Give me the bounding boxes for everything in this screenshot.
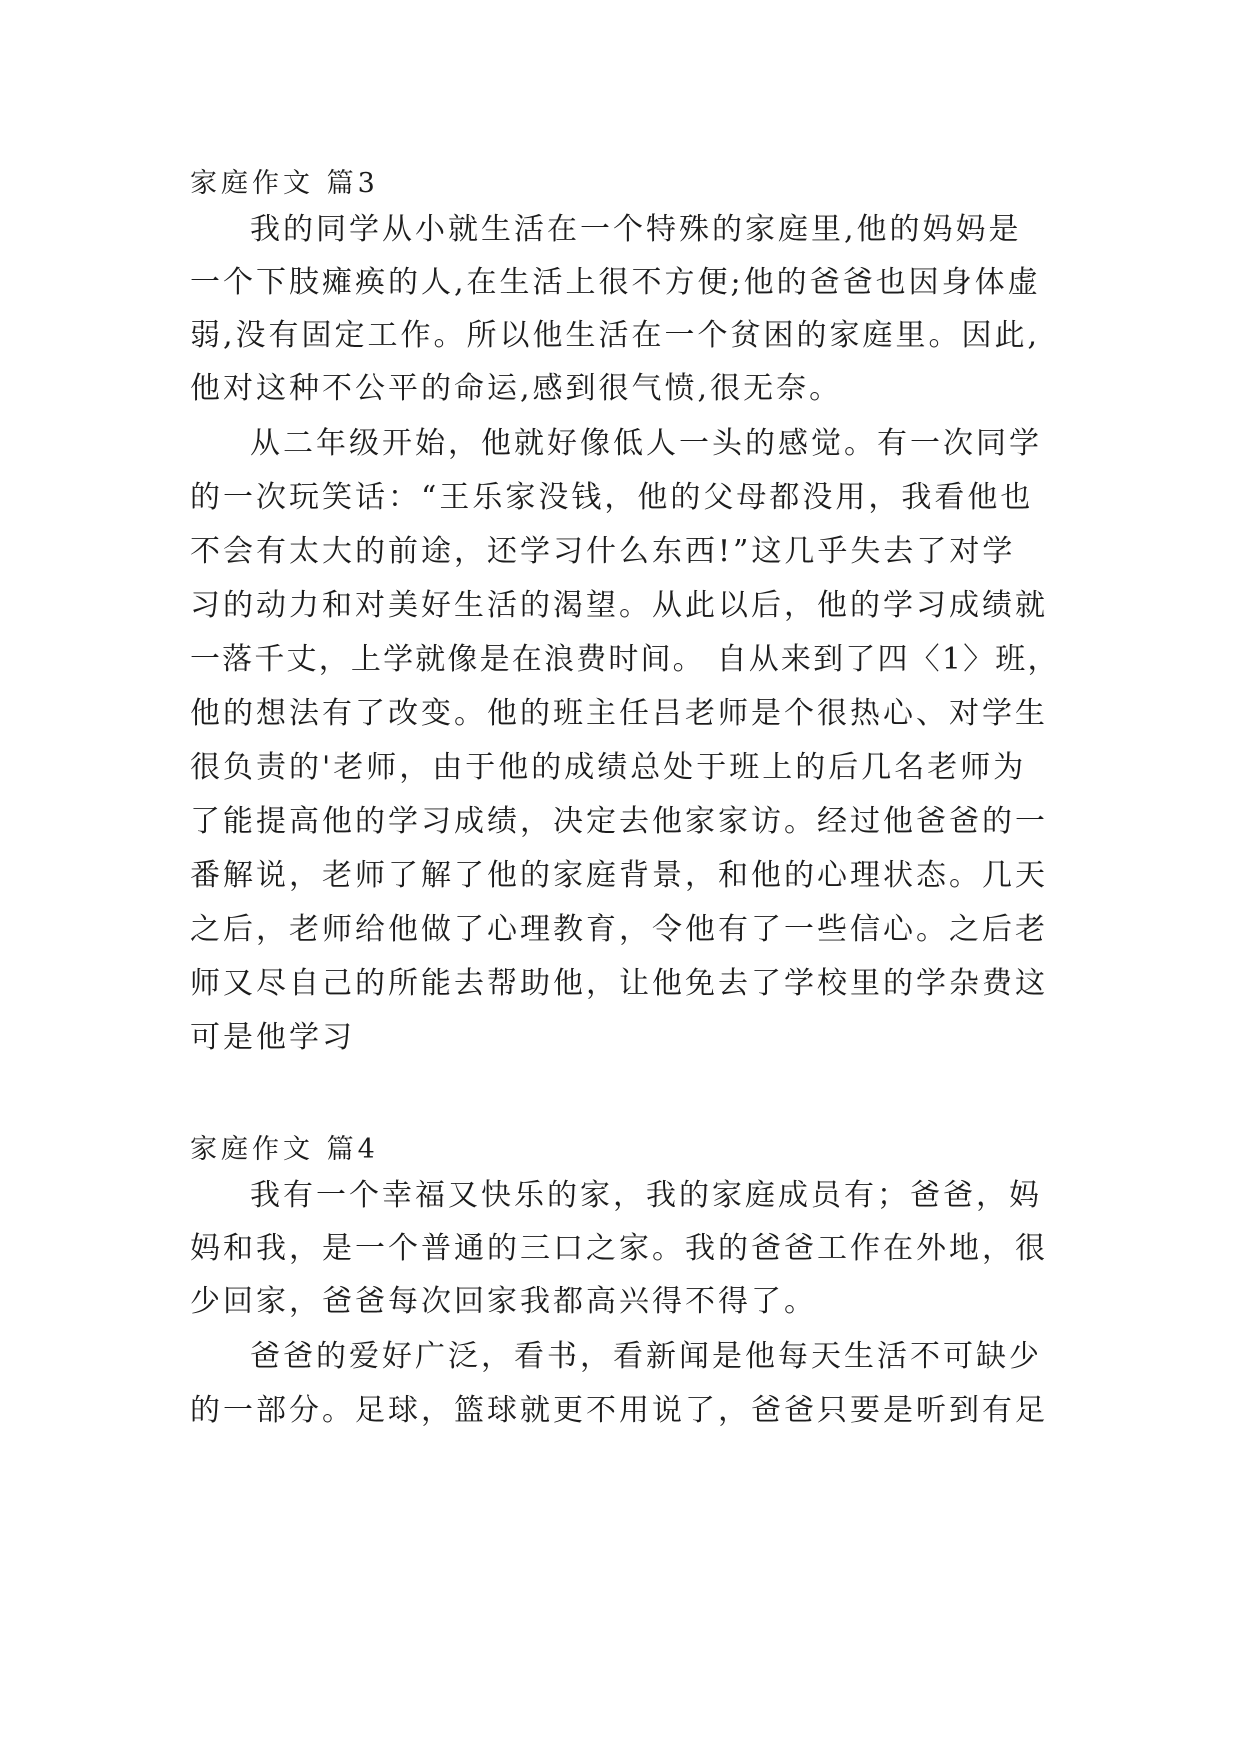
text-line: 的一部分。足球，篮球就更不用说了，爸爸只要是听到有足 bbox=[190, 1393, 1048, 1428]
text-line: 习的动力和对美好生活的渴望。从此以后，他的学习成绩就 bbox=[190, 588, 1048, 623]
text-line: 师又尽自己的所能去帮助他，让他免去了学校里的学杂费这 bbox=[190, 966, 1048, 1001]
text-line: 番解说，老师了解了他的家庭背景，和他的心理状态。几天 bbox=[190, 858, 1048, 893]
text-line: 爸爸的爱好广泛，看书，看新闻是他每天生活不可缺少 bbox=[250, 1339, 1042, 1374]
section-heading: 家庭作文 篇3 bbox=[190, 168, 379, 199]
text-line: 少回家，爸爸每次回家我都高兴得不得了。 bbox=[190, 1284, 817, 1319]
text-line: 很负责的'老师，由于他的成绩总处于班上的后几名老师为 bbox=[190, 750, 1027, 785]
text-line: 从二年级开始，他就好像低人一头的感觉。有一次同学 bbox=[250, 426, 1042, 461]
text-line: 之后，老师给他做了心理教育，令他有了一些信心。之后老 bbox=[190, 912, 1048, 947]
text-line: 我有一个幸福又快乐的家，我的家庭成员有；爸爸，妈 bbox=[250, 1178, 1042, 1213]
text-line: 可是他学习 bbox=[190, 1020, 355, 1055]
text-line: 不会有太大的前途，还学习什么东西!”这几乎失去了对学 bbox=[190, 534, 1016, 569]
text-line: 一落千丈，上学就像是在浪费时间。 自从来到了四〈1〉班， bbox=[190, 642, 1060, 677]
text-line: 的一次玩笑话：“王乐家没钱，他的父母都没用，我看他也 bbox=[190, 480, 1034, 515]
text-line: 弱,没有固定工作。所以他生活在一个贫困的家庭里。因此, bbox=[190, 318, 1041, 353]
text-line: 我的同学从小就生活在一个特殊的家庭里,他的妈妈是 bbox=[250, 212, 1022, 247]
text-line: 妈和我，是一个普通的三口之家。我的爸爸工作在外地，很 bbox=[190, 1231, 1048, 1266]
text-line: 一个下肢瘫痪的人,在生活上很不方便;他的爸爸也因身体虚 bbox=[190, 265, 1041, 300]
text-line: 他对这种不公平的命运,感到很气愤,很无奈。 bbox=[190, 371, 843, 406]
text-line: 他的想法有了改变。他的班主任吕老师是个很热心、对学生 bbox=[190, 696, 1048, 731]
text-line: 了能提高他的学习成绩，决定去他家家访。经过他爸爸的一 bbox=[190, 804, 1048, 839]
section-heading: 家庭作文 篇4 bbox=[190, 1134, 379, 1165]
